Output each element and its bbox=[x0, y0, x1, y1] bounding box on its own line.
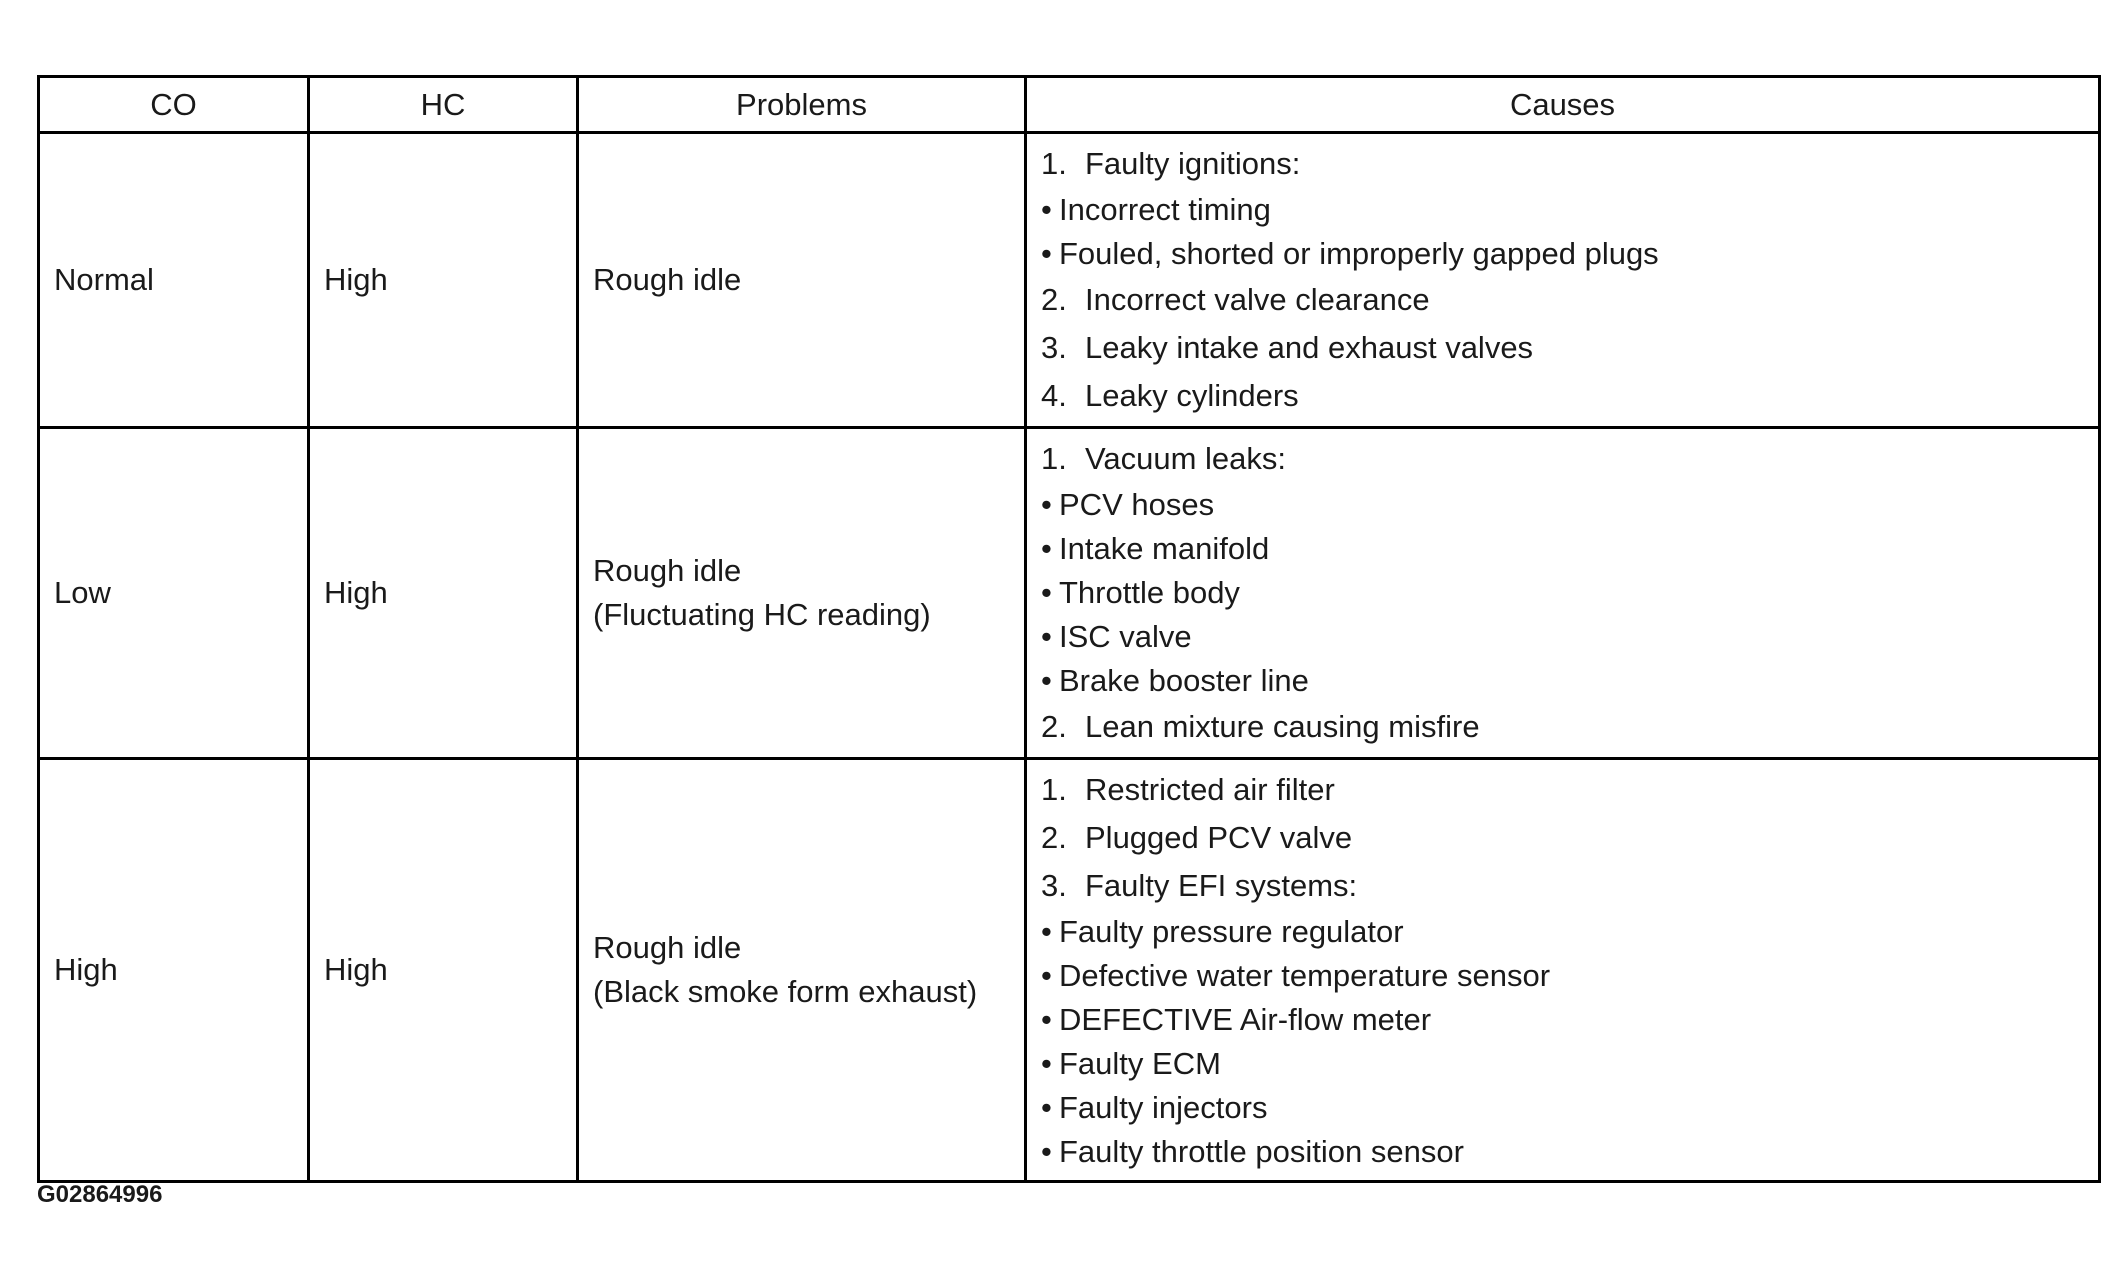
cause-text: Faulty throttle position sensor bbox=[1059, 1134, 1464, 1169]
bulleted-cause-item bbox=[1041, 615, 2084, 659]
problems-cell bbox=[578, 133, 1026, 428]
cause-text: Faulty pressure regulator bbox=[1059, 914, 1404, 949]
cause-text: Defective water temperature sensor bbox=[1059, 958, 1551, 993]
cause-text: Incorrect timing bbox=[1059, 192, 1271, 227]
header-co: CO bbox=[39, 77, 309, 133]
item-number: 3. bbox=[1041, 330, 1067, 365]
causes-cell bbox=[1026, 759, 2100, 1182]
bullet-marker: • bbox=[1041, 663, 1052, 698]
bullet-marker: • bbox=[1041, 958, 1052, 993]
cause-list bbox=[1041, 140, 2084, 420]
cause-text: Faulty ECM bbox=[1059, 1046, 1221, 1081]
item-number: 2. bbox=[1041, 820, 1067, 855]
problem-line: Rough idle bbox=[593, 553, 742, 588]
causes-cell bbox=[1026, 133, 2100, 428]
cause-text: Fouled, shorted or improperly gapped plugs bbox=[1059, 236, 1659, 271]
figure-code: G02864996 bbox=[37, 1181, 163, 1208]
cause-text: Vacuum leaks: bbox=[1085, 441, 1287, 476]
bulleted-cause-item bbox=[1041, 571, 2084, 615]
cause-text: Leaky intake and exhaust valves bbox=[1085, 330, 1534, 365]
table-row bbox=[39, 759, 2100, 1182]
numbered-cause-item bbox=[1041, 435, 2084, 483]
cause-text: Plugged PCV valve bbox=[1085, 820, 1353, 855]
cause-text: PCV hoses bbox=[1059, 487, 1215, 522]
header-causes: Causes bbox=[1026, 77, 2100, 133]
bulleted-cause-item bbox=[1041, 954, 2084, 998]
bulleted-cause-item bbox=[1041, 527, 2084, 571]
cause-text: Throttle body bbox=[1059, 575, 1240, 610]
table-row bbox=[39, 133, 2100, 428]
bullet-marker: • bbox=[1041, 531, 1052, 566]
numbered-cause-item bbox=[1041, 862, 2084, 910]
numbered-cause-item bbox=[1041, 372, 2084, 420]
item-number: 3. bbox=[1041, 868, 1067, 903]
bulleted-cause-item bbox=[1041, 1086, 2084, 1130]
cause-list bbox=[1041, 766, 2084, 1174]
problem-line: (Black smoke form exhaust) bbox=[593, 974, 978, 1009]
header-problems: Problems bbox=[578, 77, 1026, 133]
cause-text: Intake manifold bbox=[1059, 531, 1270, 566]
causes-cell bbox=[1026, 428, 2100, 759]
item-number: 1. bbox=[1041, 441, 1067, 476]
table-row bbox=[39, 428, 2100, 759]
numbered-cause-item bbox=[1041, 766, 2084, 814]
co-cell: Normal bbox=[39, 133, 309, 428]
numbered-cause-item bbox=[1041, 703, 2084, 751]
cause-text: DEFECTIVE Air-flow meter bbox=[1059, 1002, 1432, 1037]
bullet-marker: • bbox=[1041, 575, 1052, 610]
bullet-marker: • bbox=[1041, 1090, 1052, 1125]
bullet-marker: • bbox=[1041, 914, 1052, 949]
diagnosis-table-container bbox=[37, 75, 2098, 1169]
item-number: 2. bbox=[1041, 282, 1067, 317]
numbered-cause-item bbox=[1041, 276, 2084, 324]
co-cell: High bbox=[39, 759, 309, 1182]
bulleted-cause-item bbox=[1041, 232, 2084, 276]
item-number: 1. bbox=[1041, 772, 1067, 807]
bullet-marker: • bbox=[1041, 1134, 1052, 1169]
cause-text: Faulty ignitions: bbox=[1085, 146, 1301, 181]
cause-text: Lean mixture causing misfire bbox=[1085, 709, 1480, 744]
problems-cell bbox=[578, 428, 1026, 759]
numbered-cause-item bbox=[1041, 324, 2084, 372]
co-cell: Low bbox=[39, 428, 309, 759]
cause-text: Faulty injectors bbox=[1059, 1090, 1268, 1125]
cause-text: Leaky cylinders bbox=[1085, 378, 1299, 413]
bullet-marker: • bbox=[1041, 192, 1052, 227]
bulleted-cause-item bbox=[1041, 998, 2084, 1042]
hc-cell: High bbox=[309, 133, 578, 428]
numbered-cause-item bbox=[1041, 814, 2084, 862]
bulleted-cause-item bbox=[1041, 910, 2084, 954]
cause-text: Brake booster line bbox=[1059, 663, 1309, 698]
cause-text: Restricted air filter bbox=[1085, 772, 1335, 807]
bulleted-cause-item bbox=[1041, 483, 2084, 527]
co-hc-diagnosis-table bbox=[37, 75, 2101, 1183]
bullet-marker: • bbox=[1041, 487, 1052, 522]
bulleted-cause-item bbox=[1041, 1042, 2084, 1086]
hc-cell: High bbox=[309, 428, 578, 759]
item-number: 1. bbox=[1041, 146, 1067, 181]
cause-text: ISC valve bbox=[1059, 619, 1192, 654]
problem-line: Rough idle bbox=[593, 930, 742, 965]
bullet-marker: • bbox=[1041, 619, 1052, 654]
bullet-marker: • bbox=[1041, 1046, 1052, 1081]
cause-text: Faulty EFI systems: bbox=[1085, 868, 1358, 903]
problem-line: (Fluctuating HC reading) bbox=[593, 597, 931, 632]
header-hc: HC bbox=[309, 77, 578, 133]
hc-cell: High bbox=[309, 759, 578, 1182]
item-number: 2. bbox=[1041, 709, 1067, 744]
numbered-cause-item bbox=[1041, 140, 2084, 188]
cause-text: Incorrect valve clearance bbox=[1085, 282, 1430, 317]
bulleted-cause-item bbox=[1041, 1130, 2084, 1174]
problem-line: Rough idle bbox=[593, 262, 742, 297]
bulleted-cause-item bbox=[1041, 659, 2084, 703]
cause-list bbox=[1041, 435, 2084, 751]
table-body bbox=[39, 133, 2100, 1182]
bulleted-cause-item bbox=[1041, 188, 2084, 232]
bullet-marker: • bbox=[1041, 1002, 1052, 1037]
problems-cell bbox=[578, 759, 1026, 1182]
item-number: 4. bbox=[1041, 378, 1067, 413]
header-row bbox=[39, 77, 2100, 133]
bullet-marker: • bbox=[1041, 236, 1052, 271]
